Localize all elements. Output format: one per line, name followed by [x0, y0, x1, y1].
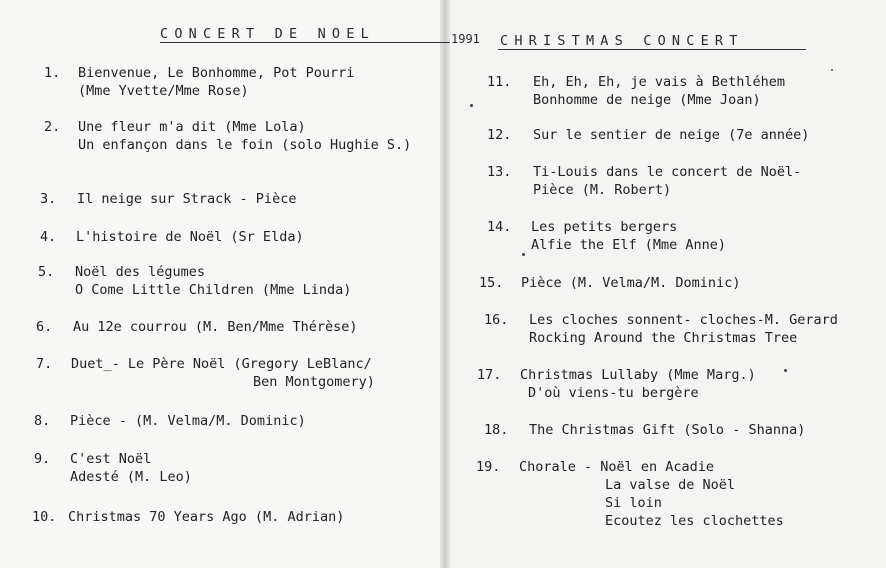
item-line: Pièce (M. Robert) — [533, 182, 672, 198]
item-line: Il neige sur Strack - Pièce — [77, 191, 297, 207]
left-title: CONCERT DE NOEL — [160, 26, 375, 42]
item-line: (Mme Yvette/Mme Rose) — [78, 83, 249, 99]
item-line: Bienvenue, Le Bonhomme, Pot Pourri — [78, 65, 355, 81]
item-line: O Come Little Children (Mme Linda) — [75, 282, 352, 298]
item-line: La valse de Noël — [605, 477, 736, 493]
item-number: 8. — [34, 413, 51, 429]
item-number: 4. — [40, 229, 57, 245]
item-line: Chorale - Noël en Acadie — [519, 459, 715, 475]
item-number: 11. — [487, 74, 512, 90]
item-number: 1. — [44, 65, 61, 81]
item-number: 7. — [36, 356, 53, 372]
item-number: 13. — [487, 164, 512, 180]
item-line: Les petits bergers — [531, 219, 678, 235]
item-line: C'est Noël — [70, 451, 152, 467]
item-line: Au 12e courrou (M. Ben/Mme Thérèse) — [73, 319, 358, 335]
item-number: 3. — [40, 191, 57, 207]
item-number: 2. — [44, 119, 61, 135]
item-line: Une fleur m'a dit (Mme Lola) — [78, 119, 306, 135]
item-line: Les cloches sonnent- cloches-M. Gerard — [529, 312, 838, 328]
item-number: 15. — [479, 275, 504, 291]
item-number: 19. — [476, 459, 501, 475]
right-title-underline — [498, 49, 806, 50]
item-line: Pièce (M. Velma/M. Dominic) — [521, 275, 741, 291]
item-line: Ti-Louis dans le concert de Noël- — [533, 164, 802, 180]
item-line: The Christmas Gift (Solo - Shanna) — [529, 422, 806, 438]
item-line: D'où viens-tu bergère — [528, 385, 699, 401]
item-line: Sur le sentier de neige (7e année) — [533, 127, 810, 143]
item-line: Duet_- Le Père Noël (Gregory LeBlanc/ — [71, 356, 372, 372]
right-title: CHRISTMAS CONCERT — [500, 33, 744, 49]
item-line: Rocking Around the Christmas Tree — [529, 330, 798, 346]
item-line: Un enfançon dans le foin (solo Hughie S.) — [78, 137, 412, 153]
print-speck — [831, 69, 833, 71]
item-line: Noël des légumes — [75, 264, 206, 280]
item-line: Eh, Eh, Eh, je vais à Bethléhem — [533, 74, 785, 90]
item-number: 18. — [484, 422, 509, 438]
item-line: Christmas 70 Years Ago (M. Adrian) — [68, 509, 345, 525]
item-number: 16. — [484, 312, 509, 328]
item-number: 5. — [38, 264, 55, 280]
print-speck — [522, 253, 525, 256]
item-line: Adesté (M. Leo) — [70, 469, 192, 485]
print-speck — [784, 369, 787, 372]
item-line: L'histoire de Noël (Sr Elda) — [76, 229, 304, 245]
item-number: 17. — [477, 367, 502, 383]
item-line: Pièce - (M. Velma/M. Dominic) — [70, 413, 306, 429]
item-number: 9. — [34, 451, 51, 467]
item-line: Bonhomme de neige (Mme Joan) — [533, 92, 761, 108]
item-line: Christmas Lullaby (Mme Marg.) — [520, 367, 756, 383]
item-number: 12. — [487, 127, 512, 143]
print-speck — [470, 104, 473, 107]
item-line: Alfie the Elf (Mme Anne) — [531, 237, 727, 253]
item-line: Ecoutez les clochettes — [605, 513, 784, 529]
left-title-underline — [160, 42, 450, 43]
item-number: 14. — [487, 219, 512, 235]
item-line: Si loin — [605, 495, 662, 511]
item-line: Ben Montgomery) — [253, 374, 375, 390]
page-gutter — [440, 0, 450, 568]
item-number: 6. — [36, 319, 53, 335]
year: 1991 — [451, 32, 480, 46]
item-number: 10. — [32, 509, 57, 525]
